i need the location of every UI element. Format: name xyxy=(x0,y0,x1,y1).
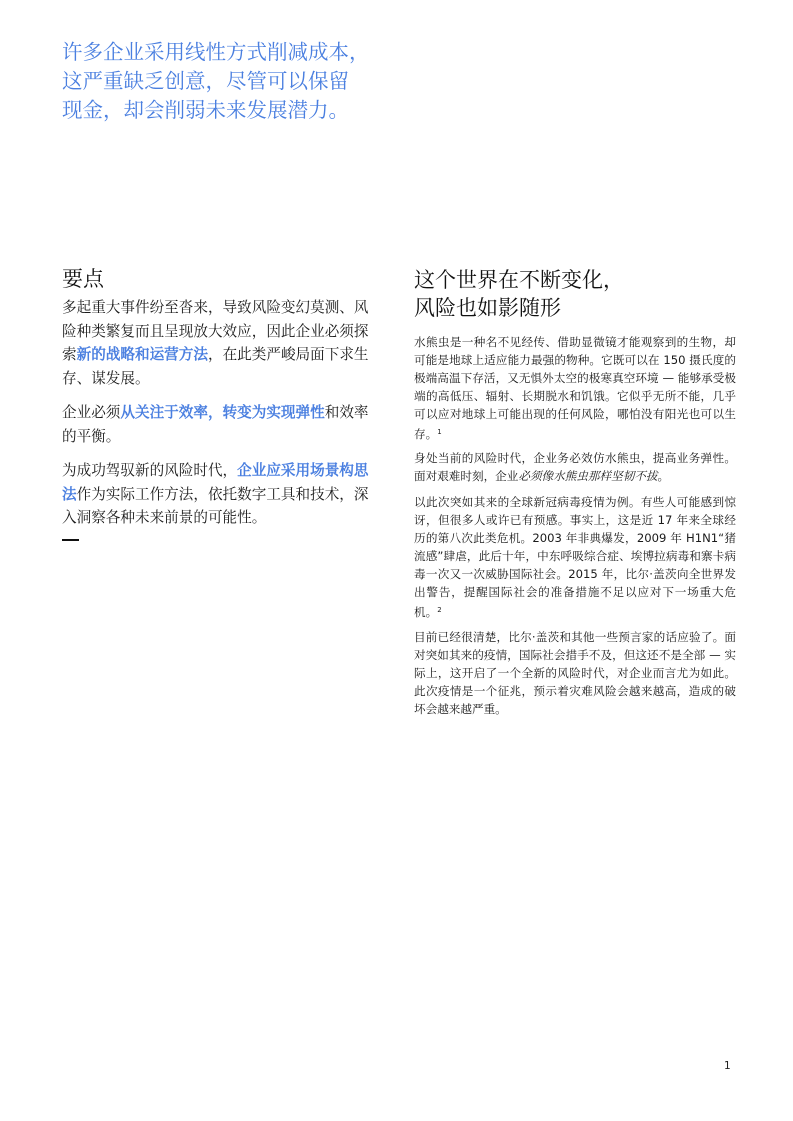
article-heading xyxy=(414,266,744,322)
key-point-highlight: 企业应采用场景构思法 xyxy=(62,462,369,503)
paragraph-text: 目前已经很清楚，比尔·盖茨和其他一些预言家的话应验了。面对突如其来的疫情，国际社会措手不及，但这还不是全部 — 实际上，这开启了一个全新的风险时代，对企业而言尤为如此。此次疫情是一个征兆，预示着灾难风险会越来越高，造成的破坏会越来越严重。 xyxy=(414,630,736,716)
emphasis-text: 必须像水熊虫那样坚韧不拔 xyxy=(518,469,658,483)
article-heading-line: 这个世界在不断变化， xyxy=(414,268,624,292)
paragraph-text: 以此次突如其来的全球新冠病毒疫情为例。有些人可能感到惊讶，但很多人或许已有预感。事实上，这是近 17 年来全球经历的第八次此类危机。2003 年非典爆发，2009 年 H1N1“猪流感”肆虐，此后十年，中东呼吸综合症、埃博拉病毒和寨卡病毒一次又一次威胁国际社会。2015 年，比尔·盖茨向全世界发出警告，提醒国际社会的准备措施不足以应对下一场重大危机。 xyxy=(414,495,736,619)
key-point-text: 为成功驾驭新的风险时代， xyxy=(62,462,238,479)
key-point-highlight: 从关注于效率，转变为实现弹性 xyxy=(120,404,325,421)
page-number: 1 xyxy=(724,1060,731,1072)
paragraph-text: 水熊虫是一种名不见经传、借助显微镜才能观察到的生物，却可能是地球上适应能力最强的物种。它既可以在 150 摄氏度的极端高温下存活，又无惧外太空的极寒真空环境 — 能够承受极端的高低压、辐射、长期脱水和饥饿。它似乎无所不能，几乎可以应对地球上可能出现的任何风险，哪怕没有阳光也可以生存。 xyxy=(414,335,736,441)
article-paragraph-4 xyxy=(414,628,736,718)
key-point-text: 和效率的平衡。 xyxy=(62,404,369,445)
article-heading-line: 风险也如影随形 xyxy=(414,296,561,320)
pull-quote xyxy=(62,38,392,125)
key-points-heading: 要点 xyxy=(62,267,104,291)
paragraph-text: 。 xyxy=(657,469,670,483)
key-point-highlight: 新的战略和运营方法 xyxy=(76,346,208,363)
footnote-ref: 1 xyxy=(437,428,442,436)
section-divider xyxy=(62,539,79,541)
key-point-text: 企业必须 xyxy=(62,404,121,421)
article-paragraph-3 xyxy=(414,493,736,621)
key-point-2 xyxy=(62,401,380,448)
pull-quote-line: 现金，却会削弱未来发展潜力。 xyxy=(62,98,349,122)
key-point-text: 作为实际工作方法，依托数字工具和技术，深入洞察各种未来前景的可能性。 xyxy=(62,485,369,526)
paragraph-text: 身处当前的风险时代，企业务必效仿水熊虫，提高业务弹性。面对艰难时刻，企业 xyxy=(414,451,736,483)
article-paragraph-2 xyxy=(414,449,736,485)
key-point-text: ，在此类严峻局面下求生存、谋发展。 xyxy=(62,346,369,387)
article-paragraph-1 xyxy=(414,333,736,443)
key-point-3 xyxy=(62,459,380,530)
key-point-text: 多起重大事件纷至沓来，导致风险变幻莫测、风险种类繁复而且呈现放大效应，因此企业必须探索 xyxy=(62,299,369,363)
footnote-ref: 2 xyxy=(437,606,442,614)
key-point-1 xyxy=(62,296,380,390)
pull-quote-line: 许多企业采用线性方式削减成本， xyxy=(62,40,370,64)
pull-quote-line: 这严重缺乏创意，尽管可以保留 xyxy=(62,69,349,93)
